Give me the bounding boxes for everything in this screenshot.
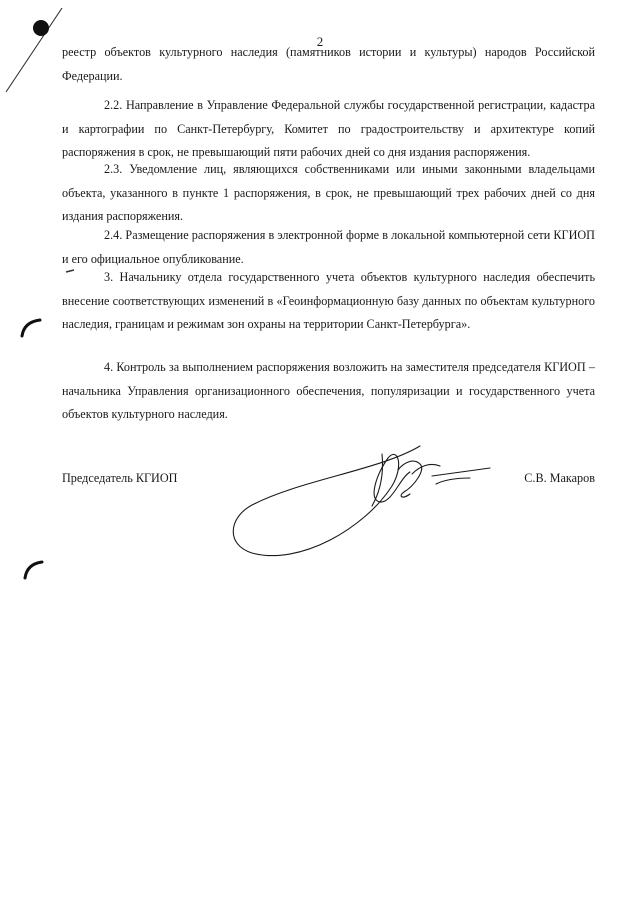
paragraph-text: 3. Начальнику отдела государственного учета объектов культурного наследия обеспечить внесение соответствующих изменений в «Геоинформационную базу данных по объектам культурного наследия, границам и режимам зон охраны на территории Санкт-Петербурга». — [62, 270, 595, 331]
paragraph-text: реестр объектов культурного наследия (памятников истории и культуры) народов Российской Федерации. — [62, 45, 595, 83]
paragraph-text: 2.4. Размещение распоряжения в электронной форме в локальной компьютерной сети КГИОП и его официальное опубликование. — [62, 228, 595, 266]
handwritten-signature — [233, 446, 490, 556]
margin-bracket-mark — [22, 320, 40, 336]
signatory-name: С.В. Макаров — [524, 471, 595, 485]
scan-speck — [66, 270, 74, 272]
signatory-title: Председатель КГИОП — [62, 471, 178, 485]
page-number: 2 — [316, 34, 324, 49]
hole-punch-mark — [33, 20, 49, 36]
margin-bracket-mark — [25, 562, 42, 578]
paragraph-text: 2.3. Уведомление лиц, являющихся собственниками или иными законными владельцами объекта, указанного в пункте 1 распоряжения, в срок, не превышающий трех рабочих дней со дня издания распоряжения. — [62, 162, 595, 223]
scan-edge-line — [6, 8, 62, 92]
paragraph-text: 4. Контроль за выполнением распоряжения возложить на заместителя председателя КГИОП – начальника Управления организационного обеспечения, популяризации и государственного учета объектов культурного наследия. — [62, 360, 595, 421]
paragraph-text: 2.2. Направление в Управление Федеральной службы государственной регистрации, кадастра и картографии по Санкт-Петербургу, Комитет по градостроительству и архитектуре копий распоряжения в срок, не превышающий пяти рабочих дней со дня издания распоряжения. — [62, 98, 595, 159]
